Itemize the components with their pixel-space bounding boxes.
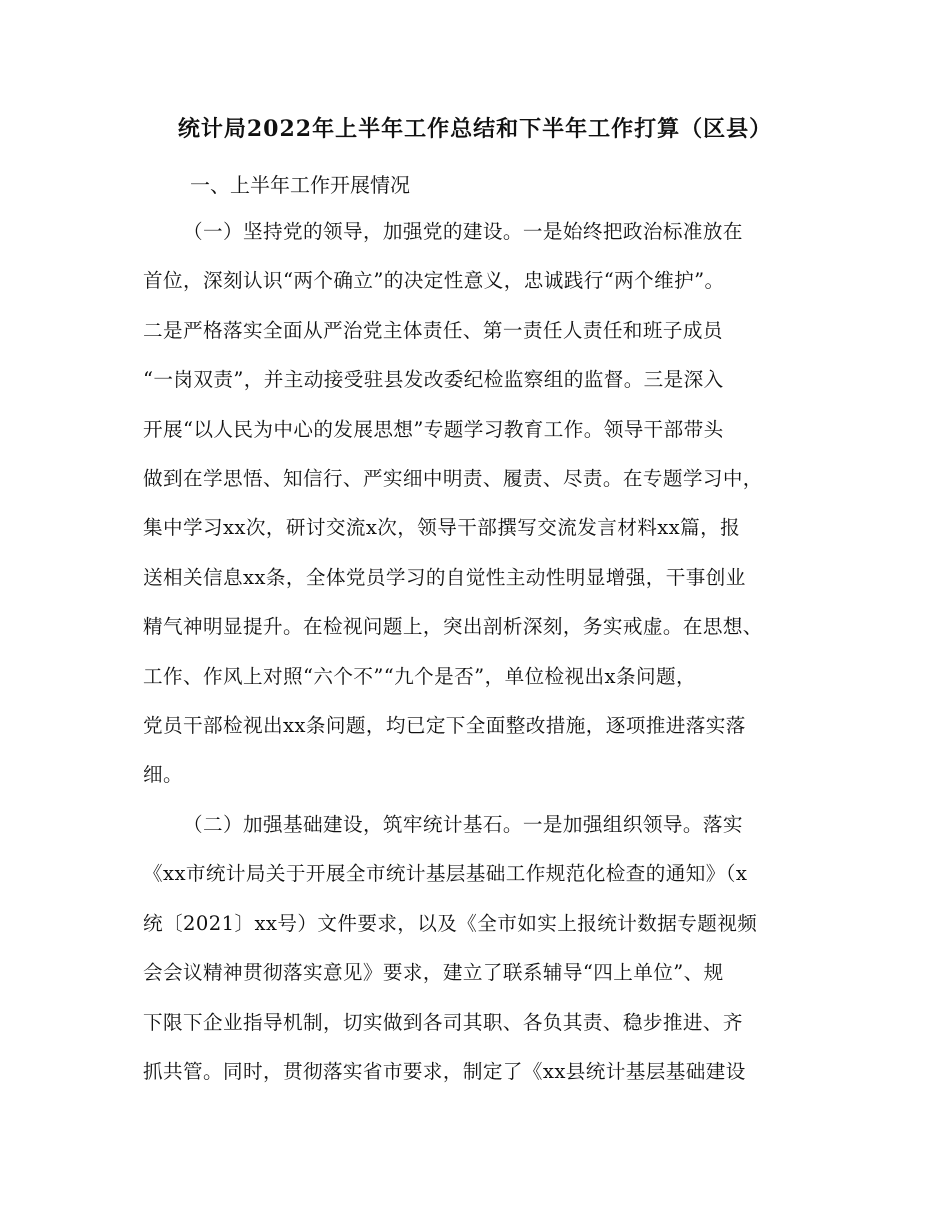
paragraph-line: 做到在学思悟、知信行、严实细中明责、履责、尽责。在专题学习中，: [143, 466, 763, 490]
paragraph-line: 工作、作风上对照“六个不”“九个是否”，单位检视出x条问题，: [143, 664, 696, 688]
paragraph-line: 集中学习xx次，研讨交流x次，领导干部撰写交流发言材料xx篇，报: [143, 516, 741, 540]
paragraph-line: 细。: [143, 763, 183, 787]
paragraph-line: 抓共管。同时，贯彻落实省市要求，制定了《xx县统计基层基础建设: [143, 1059, 746, 1083]
paragraph-line: 首位，深刻认识“两个确立”的决定性意义，忠诚践行“两个维护”。: [143, 269, 725, 293]
paragraph-line: 精气神明显提升。在检视问题上，突出剖析深刻，务实戒虚。在思想、: [143, 615, 763, 639]
paragraph-party-building: [143, 207, 813, 800]
paragraph-line: 党员干部检视出xx条问题，均已定下全面整改措施，逐项推进落实落: [143, 713, 746, 737]
paragraph-line: 下限下企业指导机制，切实做到各司其职、各负其责、稳步推进、齐: [143, 1010, 743, 1034]
document-title: 统计局2022年上半年工作总结和下半年工作打算（区县）: [177, 116, 773, 142]
paragraph-line: 会会议精神贯彻落实意见》要求，建立了联系辅导“四上单位”、规: [143, 961, 724, 985]
paragraph-infrastructure: [143, 800, 813, 1096]
paragraph-line: 开展“以人民为中心的发展思想”专题学习教育工作。领导干部带头: [143, 417, 724, 441]
paragraph-line: （一）坚持党的领导，加强党的建设。一是始终把政治标准放在: [183, 220, 743, 243]
paragraph-line: 《xx市统计局关于开展全市统计基层基础工作规范化检查的通知》（x: [143, 862, 748, 886]
paragraph-line: （二）加强基础建设，筑牢统计基石。一是加强组织领导。落实: [183, 813, 743, 836]
paragraph-line: “一岗双责”，并主动接受驻县发改委纪检监察组的监督。三是深入: [143, 368, 724, 392]
paragraph-line: 二是严格落实全面从严治党主体责任、第一责任人责任和班子成员: [143, 318, 723, 342]
paragraph-line: 统〔2021〕xx号）文件要求，以及《全市如实上报统计数据专题视频: [143, 911, 758, 935]
paragraph-line: 送相关信息xx条，全体党员学习的自觉性主动性明显增强，干事创业: [143, 565, 746, 589]
section-heading: 一、上半年工作开展情况: [190, 173, 410, 197]
